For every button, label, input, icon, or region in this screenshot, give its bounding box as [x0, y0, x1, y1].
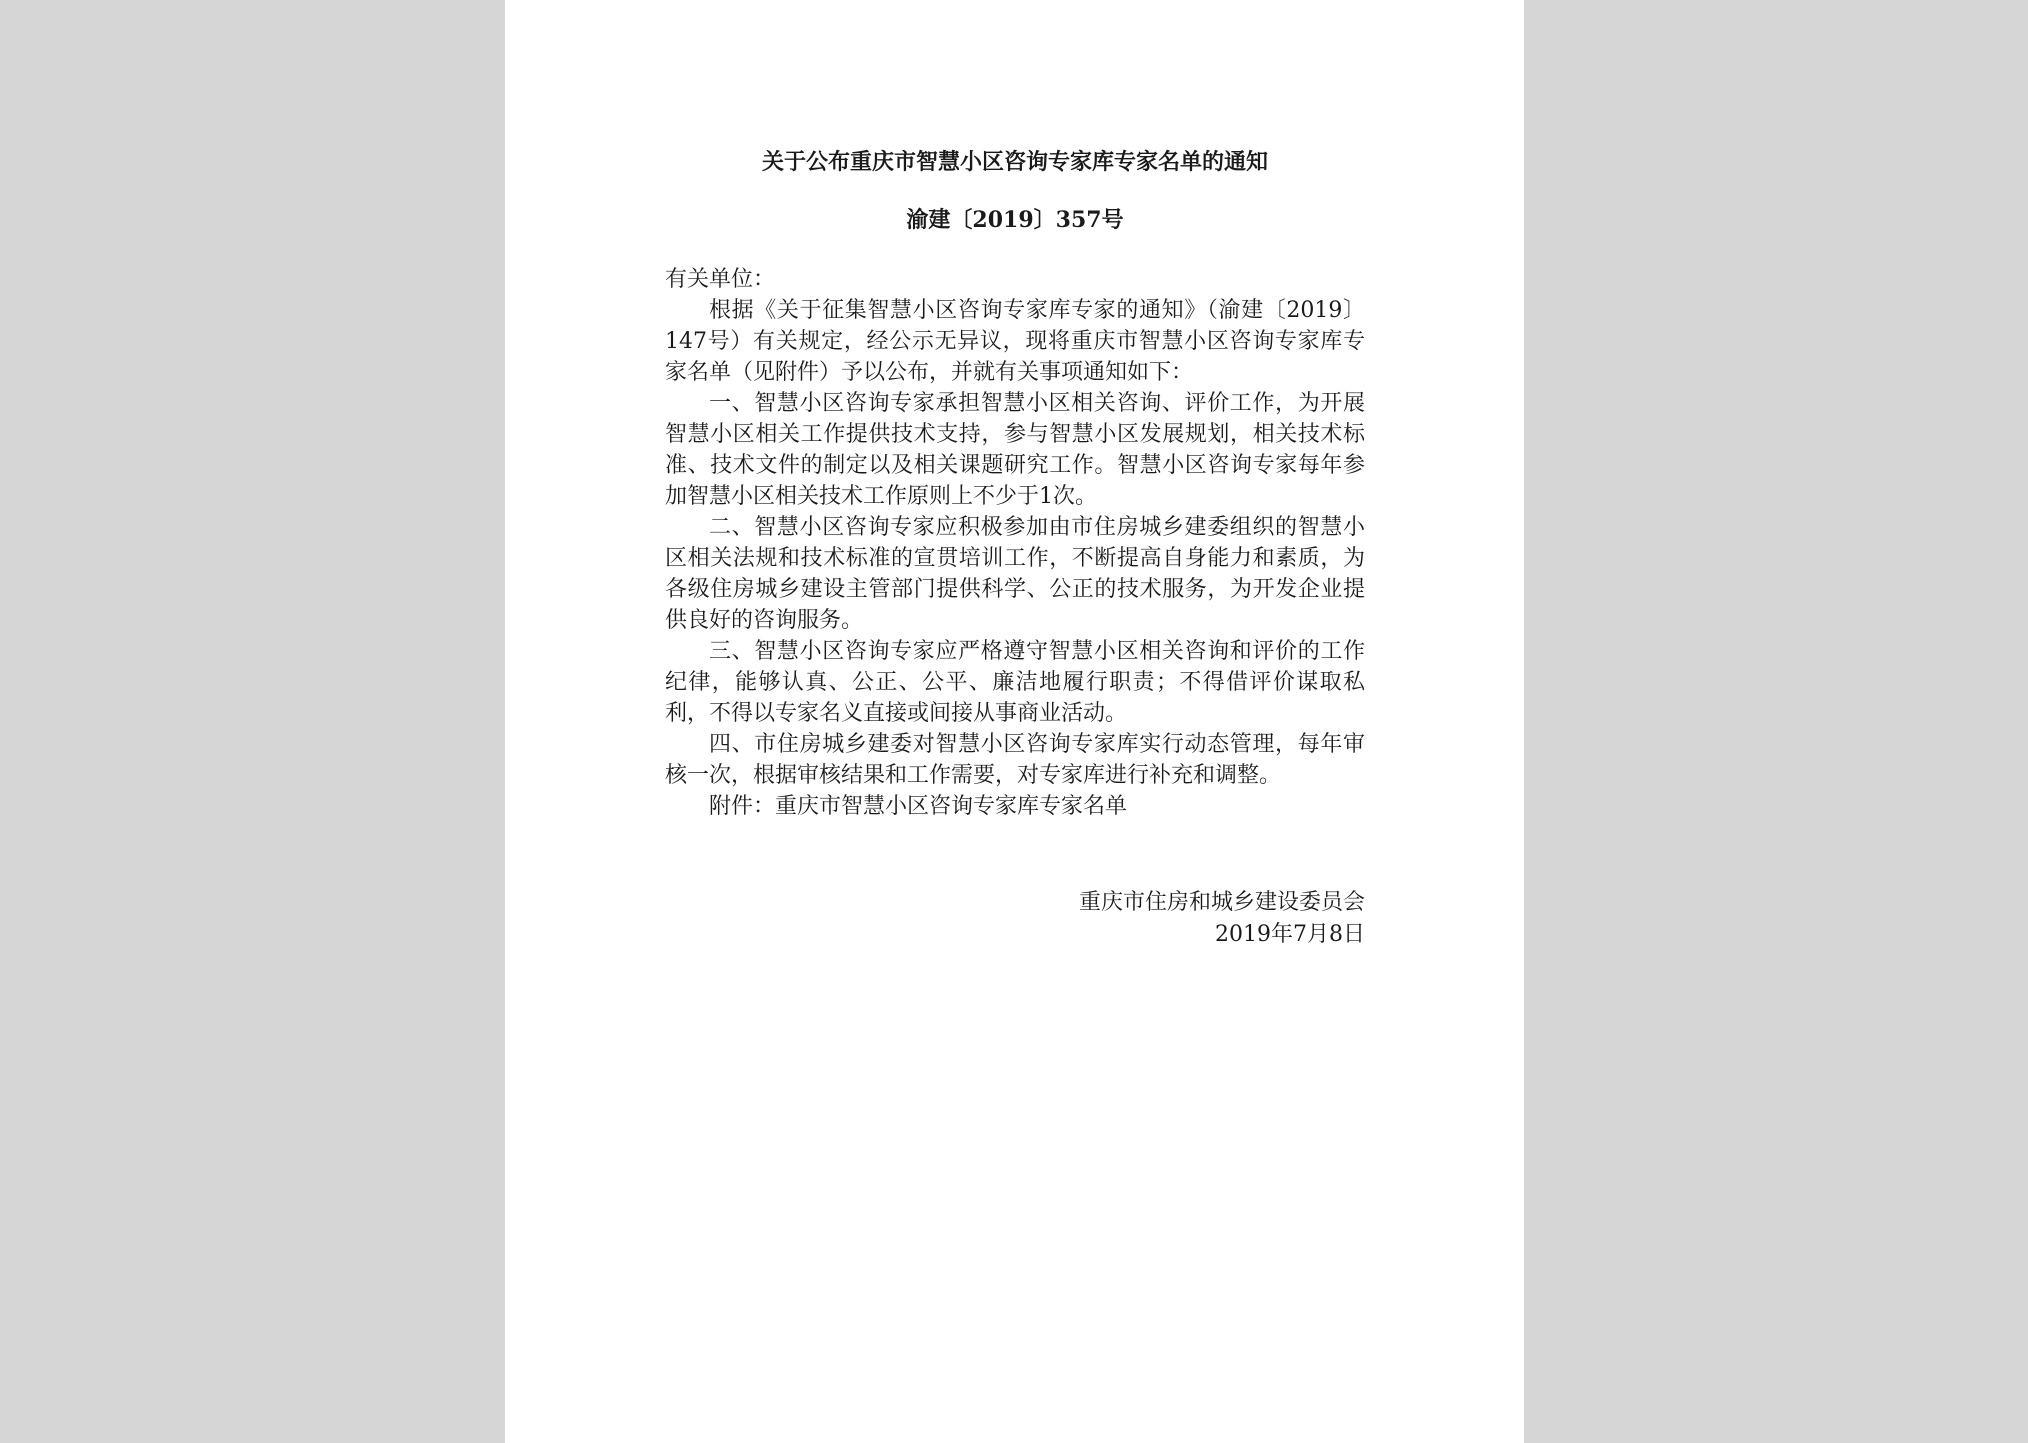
document-title: 关于公布重庆市智慧小区咨询专家库专家名单的通知	[761, 149, 1268, 175]
issue-date: 2019年7月8日	[1215, 922, 1365, 947]
document-number: 渝建〔2019〕357号	[906, 207, 1124, 233]
paragraph-item-2: 二、智慧小区咨询专家应积极参加由市住房城乡建委组织的智慧小区相关法规和技术标准的宣贯培训工作，不断提高自身能力和素质，为各级住房城乡建设主管部门提供科学、公正的技术服务，为开发企业提供良好的咨询服务。	[665, 515, 1365, 633]
salutation: 有关单位：	[665, 267, 776, 292]
document-body	[665, 264, 1365, 822]
paragraph-item-4: 四、市住房城乡建委对智慧小区咨询专家库实行动态管理，每年审核一次，根据审核结果和工作需要，对专家库进行补充和调整。	[665, 732, 1365, 788]
document-page	[505, 0, 1524, 1443]
paragraph-item-1: 一、智慧小区咨询专家承担智慧小区相关咨询、评价工作，为开展智慧小区相关工作提供技术支持，参与智慧小区发展规划，相关技术标准、技术文件的制定以及相关课题研究工作。智慧小区咨询专家每年参加智慧小区相关技术工作原则上不少于1次。	[665, 391, 1365, 509]
attachment-line: 附件：重庆市智慧小区咨询专家库专家名单	[709, 794, 1128, 819]
signature-block	[665, 887, 1365, 951]
paragraph-intro: 根据《关于征集智慧小区咨询专家库专家的通知》（渝建〔2019〕147号）有关规定，经公示无异议，现将重庆市智慧小区咨询专家库专家名单（见附件）予以公布，并就有关事项通知如下：	[665, 298, 1365, 385]
issuer-name: 重庆市住房和城乡建设委员会	[1078, 890, 1365, 915]
paragraph-item-3: 三、智慧小区咨询专家应严格遵守智慧小区相关咨询和评价的工作纪律，能够认真、公正、公平、廉洁地履行职责；不得借评价谋取私利，不得以专家名义直接或间接从事商业活动。	[665, 639, 1365, 726]
